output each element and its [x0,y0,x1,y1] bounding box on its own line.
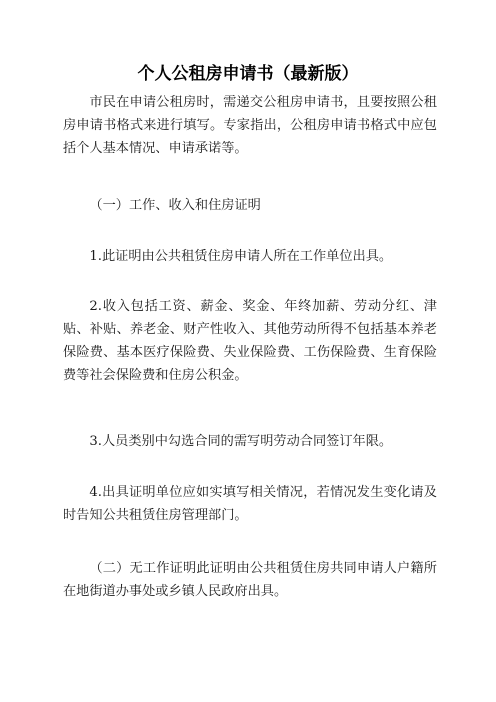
item-4-paragraph: 4.出具证明单位应如实填写相关情况，若情况发生变化请及时告知公共租赁住房管理部门。 [63,485,437,523]
section-2-paragraph: （二）无工作证明此证明由公共租赁住房共同申请人户籍所在地街道办事处或乡镇人民政府出具。 [63,561,437,599]
item-1-paragraph: 1.此证明由公共租赁住房申请人所在工作单位出具。 [89,249,393,264]
document-title: 个人公租房申请书（最新版） [137,64,359,84]
section-1-heading: （一）工作、收入和住房证明 [89,198,261,213]
item-2-paragraph: 2.收入包括工资、薪金、奖金、年终加薪、劳动分红、津贴、补贴、养老金、财产性收入、其他劳动所得不包括基本养老保险费、基本医疗保险费、失业保险费、工伤保险费、生育保险费等社会保险费和住房公积金。 [63,299,437,383]
intro-paragraph: 市民在申请公租房时，需递交公租房申请书，且要按照公租房申请书格式来进行填写。专家指出，公租房申请书格式中应包括个人基本情况、申请承诺等。 [63,95,437,156]
item-3-paragraph: 3.人员类别中勾选合同的需写明劳动合同签订年限。 [89,434,393,449]
